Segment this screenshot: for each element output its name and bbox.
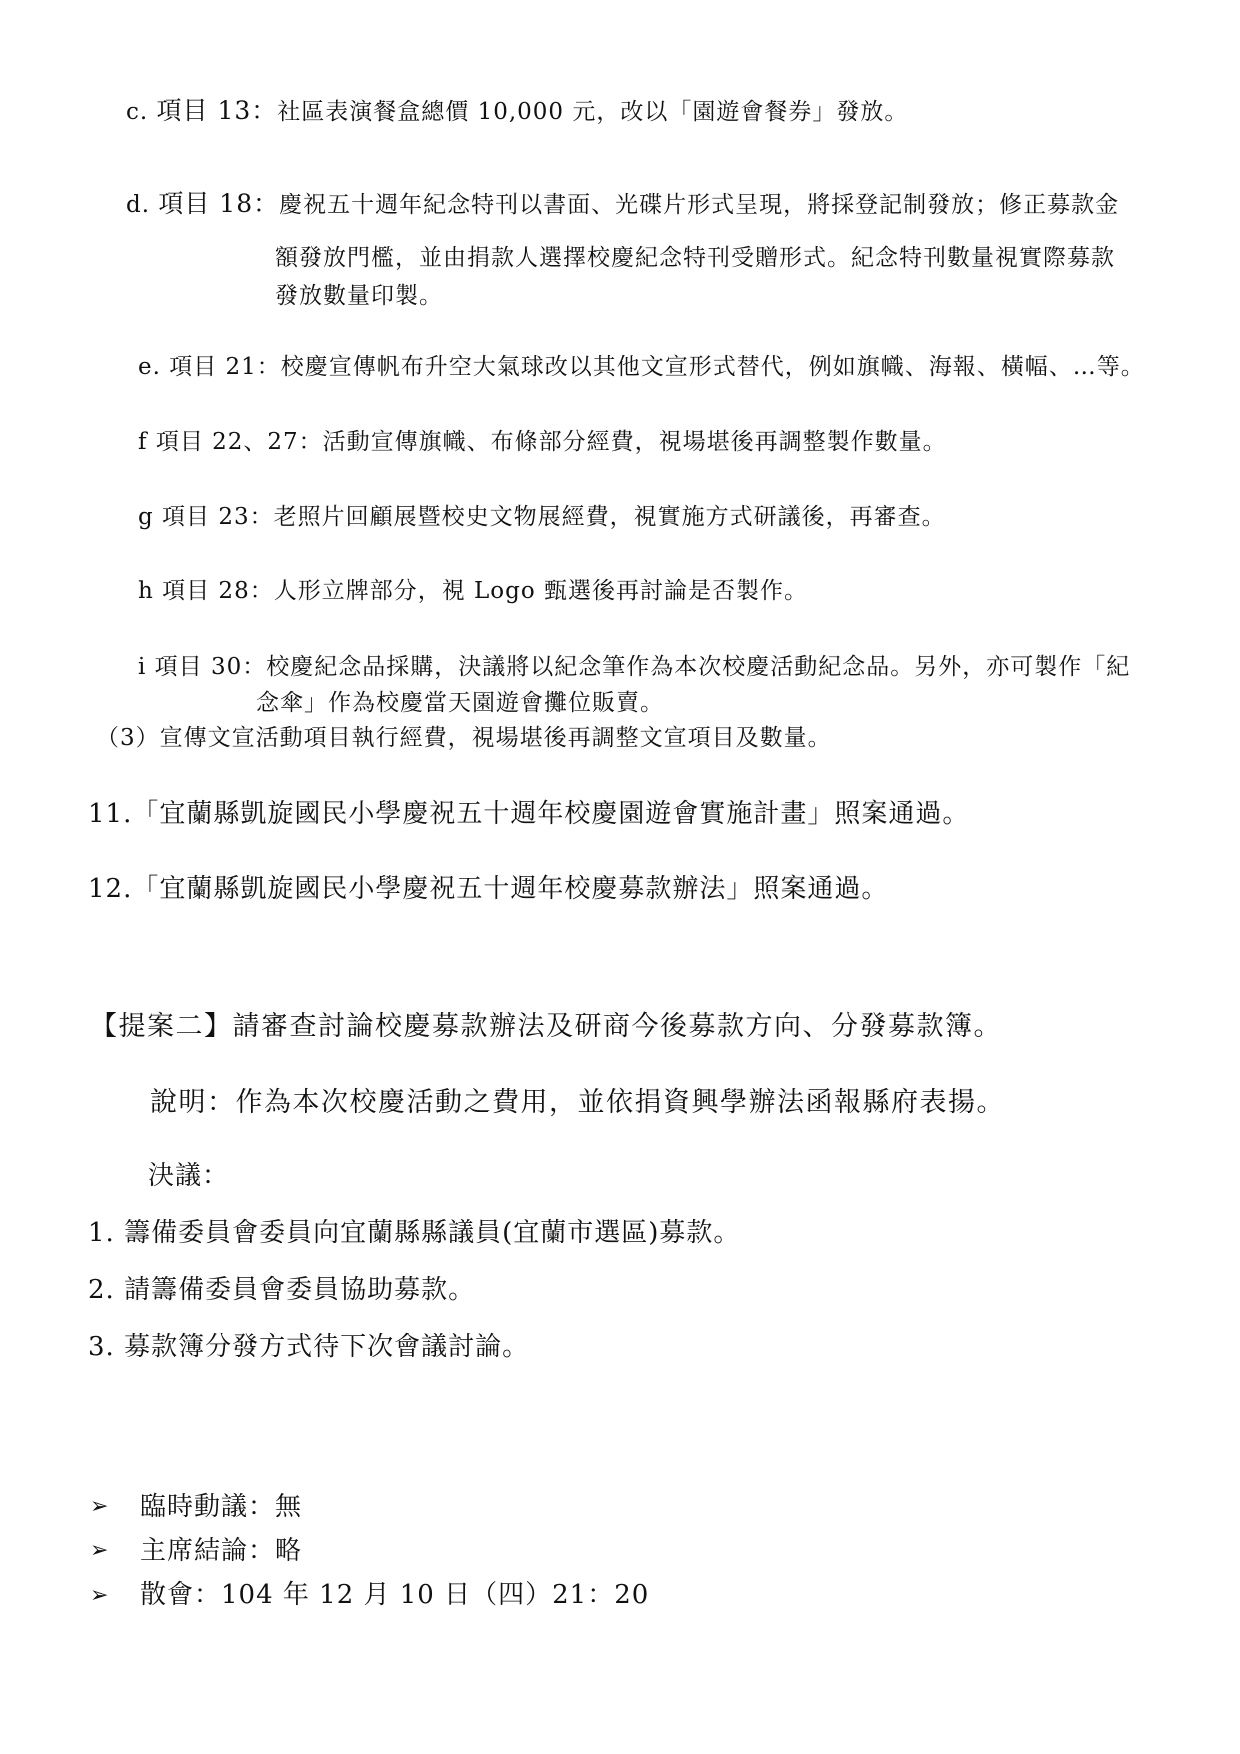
item-c bbox=[126, 98, 908, 124]
resolution-11: 11.「宜蘭縣凱旋國民小學慶祝五十週年校慶園遊會實施計畫」照案通過。 bbox=[88, 799, 970, 829]
item-p3: （3）宣傳文宣活動項目執行經費，視場堪後再調整文宣項目及數量。 bbox=[96, 725, 832, 751]
item-c-head: 項目 13： bbox=[156, 96, 278, 125]
item-e: e. 項目 21：校慶宣傳帆布升空大氣球改以其他文宣形式替代，例如旗幟、海報、橫幅、…等。 bbox=[138, 354, 1145, 380]
bullet-arrow-icon: ➢ bbox=[90, 1494, 109, 1519]
resolution-12: 12.「宜蘭縣凱旋國民小學慶祝五十週年校慶募款辦法」照案通過。 bbox=[88, 874, 889, 904]
item-i-line2: 念傘」作為校慶當天園遊會攤位販賣。 bbox=[256, 690, 664, 716]
item-h: h 項目 28：人形立牌部分，視 Logo 甄選後再討論是否製作。 bbox=[138, 578, 809, 604]
item-d bbox=[126, 191, 1119, 217]
closing-item: 主席結論：略 bbox=[140, 1536, 303, 1566]
bullet-arrow-icon: ➢ bbox=[90, 1538, 109, 1563]
decision-item: 3. 募款簿分發方式待下次會議討論。 bbox=[88, 1332, 530, 1362]
item-d-line3: 發放數量印製。 bbox=[275, 283, 443, 309]
item-d-line2: 額發放門檻，並由捐款人選擇校慶紀念特刊受贈形式。紀念特刊數量視實際募款 bbox=[275, 245, 1115, 271]
item-g: g 項目 23：老照片回顧展暨校史文物展經費，視實施方式研議後，再審查。 bbox=[138, 504, 946, 530]
bullet-arrow-icon: ➢ bbox=[90, 1583, 109, 1608]
decision-item: 2. 請籌備委員會委員協助募款。 bbox=[88, 1275, 476, 1305]
proposal-2-explanation: 說明：作為本次校慶活動之費用，並依捐資興學辦法函報縣府表揚。 bbox=[150, 1087, 1005, 1118]
item-f: f 項目 22、27：活動宣傳旗幟、布條部分經費，視場堪後再調整製作數量。 bbox=[138, 429, 947, 455]
closing-item: 散會：104 年 12 月 10 日（四）21：20 bbox=[140, 1580, 650, 1610]
proposal-2-decision-label: 決議： bbox=[148, 1161, 230, 1191]
item-d-prefix: d. bbox=[126, 192, 151, 218]
item-c-text: 社區表演餐盒總價 10,000 元，改以「園遊會餐券」發放。 bbox=[277, 99, 909, 125]
decision-item: 1. 籌備委員會委員向宜蘭縣縣議員(宜蘭市選區)募款。 bbox=[88, 1218, 741, 1248]
item-d-line1: 慶祝五十週年紀念特刊以書面、光碟片形式呈現，將採登記制發放；修正募款金 bbox=[279, 192, 1120, 218]
closing-item: 臨時動議：無 bbox=[140, 1492, 303, 1522]
item-i-line1: i 項目 30：校慶紀念品採購，決議將以紀念筆作為本次校慶活動紀念品。另外，亦可製作「紀 bbox=[138, 654, 1131, 680]
item-d-head: 項目 18： bbox=[158, 189, 280, 218]
proposal-2-title: 【提案二】請審查討論校慶募款辦法及研商今後募款方向、分發募款簿。 bbox=[90, 1011, 1002, 1042]
item-c-prefix: c. bbox=[126, 99, 149, 125]
